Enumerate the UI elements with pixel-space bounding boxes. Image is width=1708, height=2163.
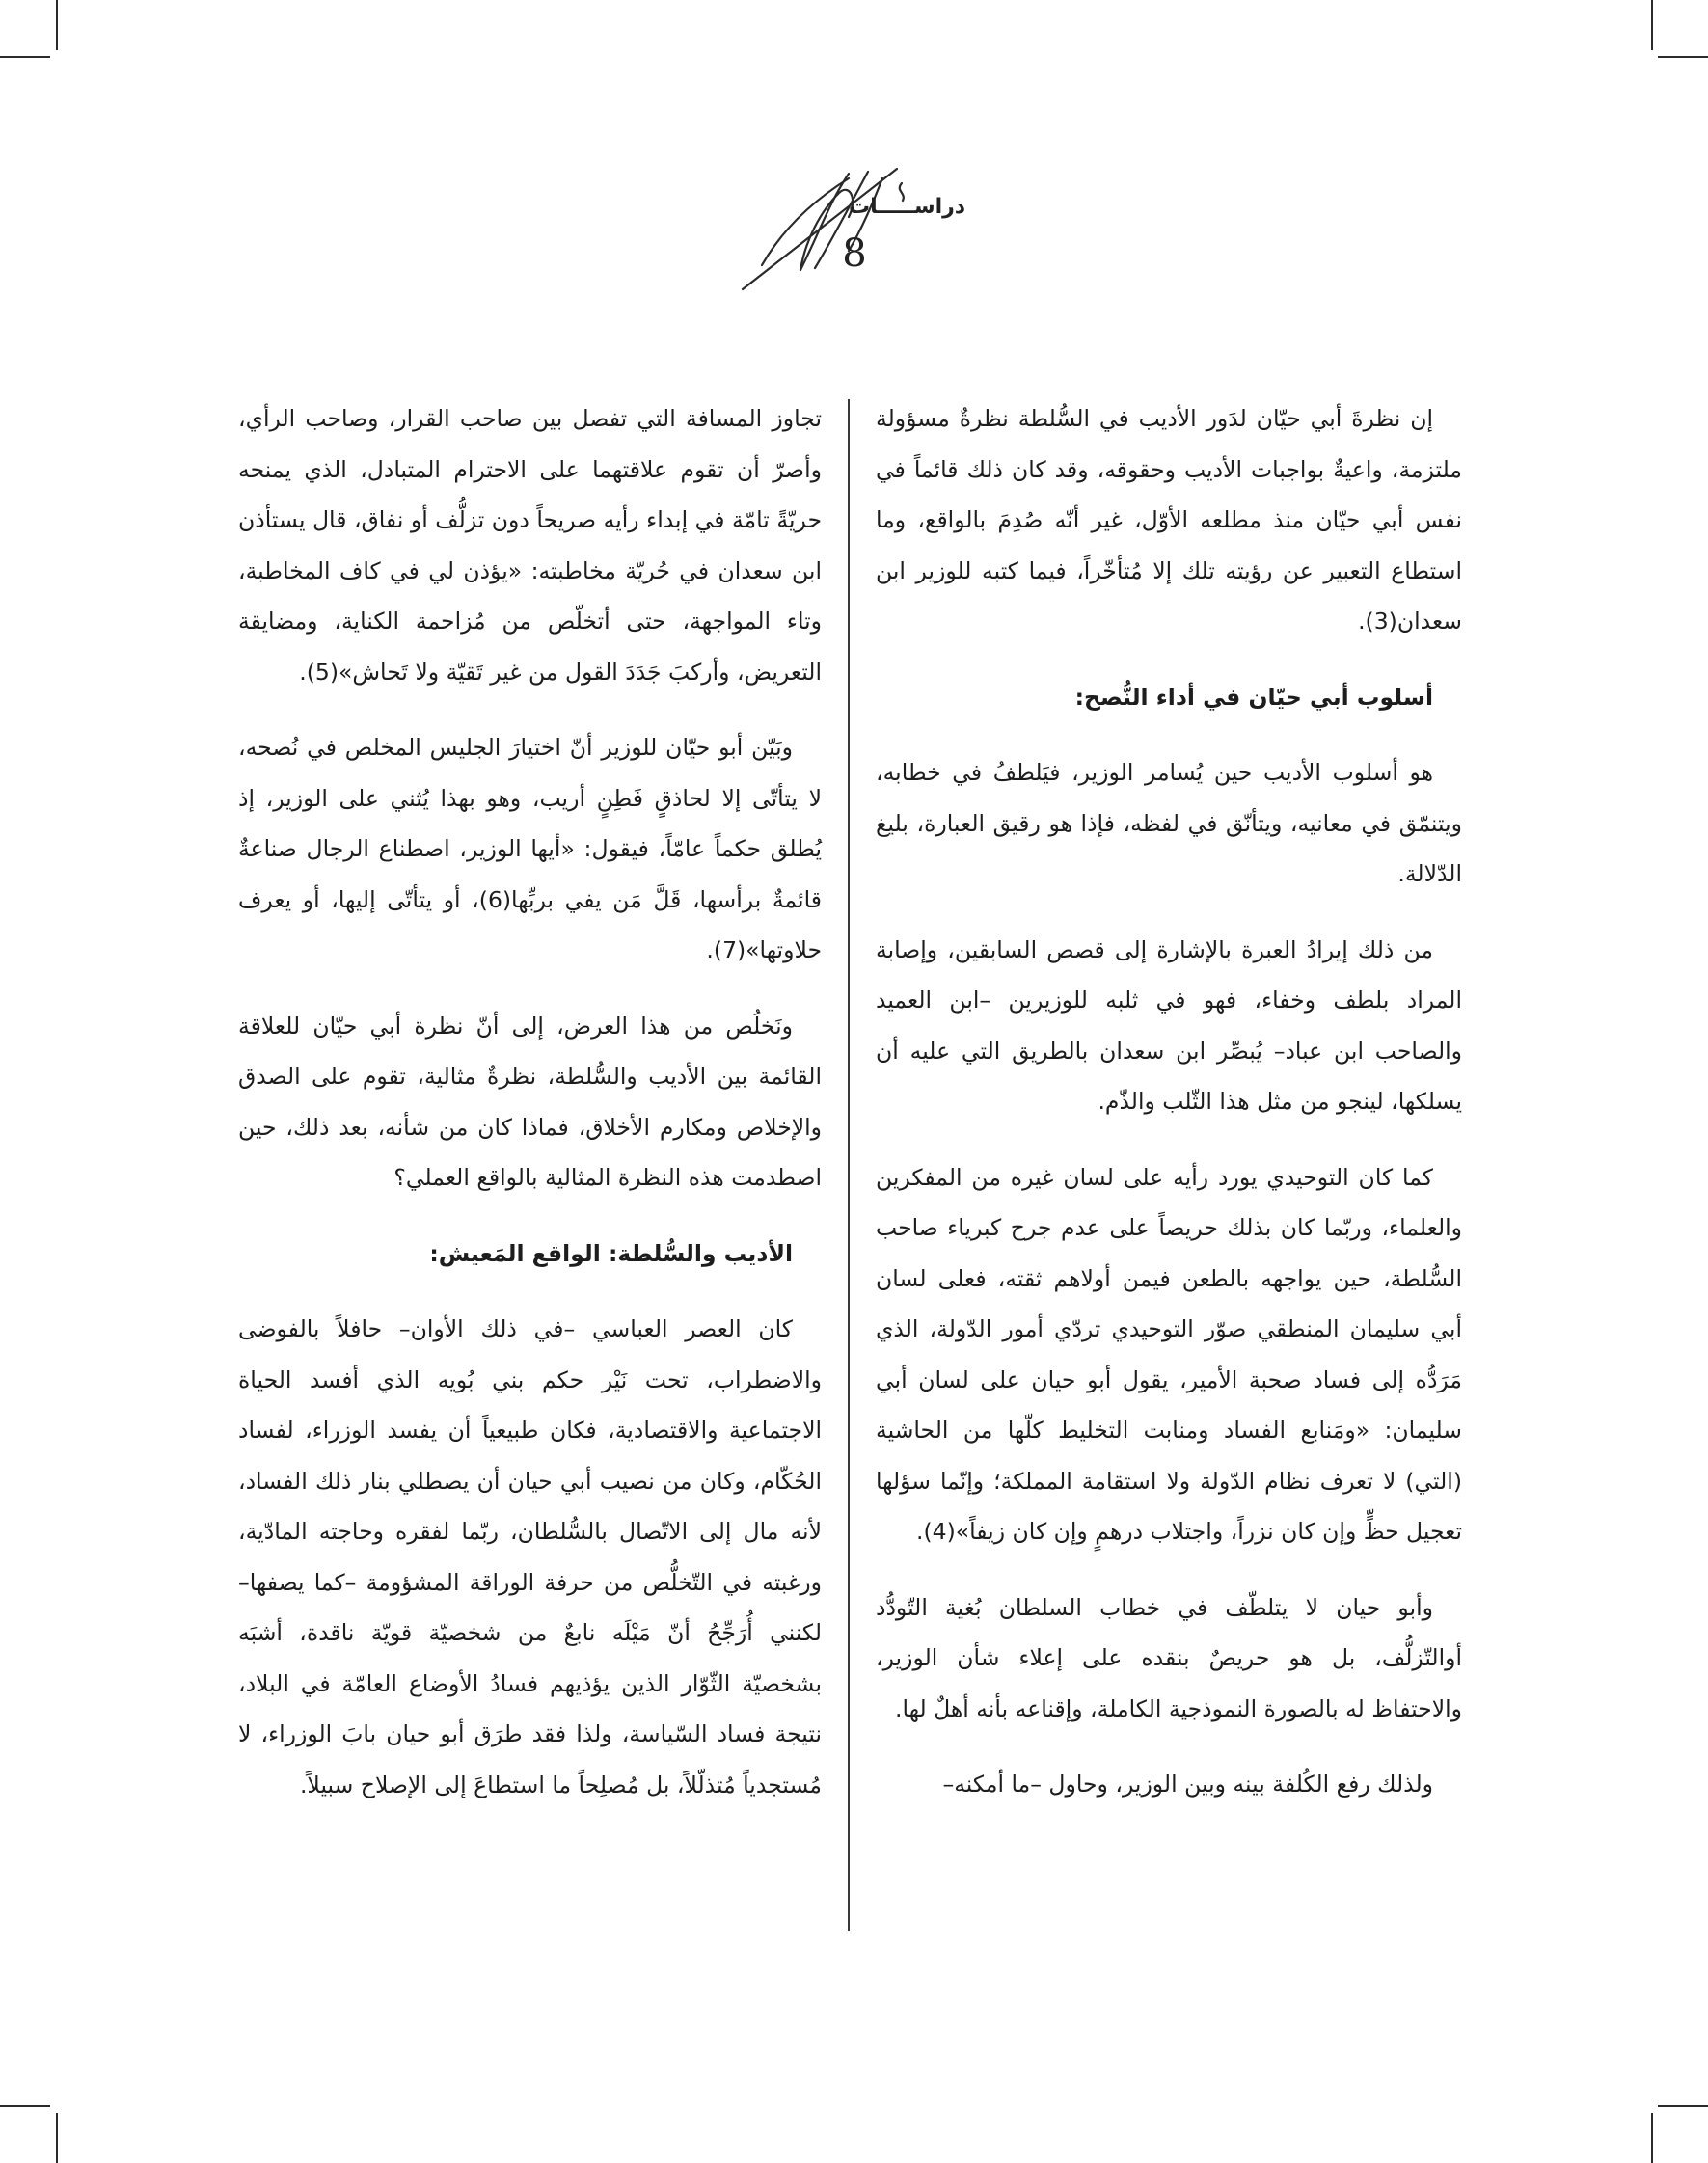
text-column-left — [238, 393, 822, 1835]
paragraph: وبَيّن أبو حيّان للوزير أنّ اختيارَ الجليس المخلص في نُصحه، لا يتأتّى إلا لحاذقٍ فَطِنٍ أريب، وهو بهذا يُثني على الوزير، إذ يُطلق حكماً عامّاً، فيقول: «أيها الوزير، اصطناع الرجال صناعةٌ قائمةٌ برأسها، قَلَّ مَن يفي بربِّها(6)، أو يتأتّى إليها، أو يعرف حلاوتها»(7). — [238, 734, 822, 963]
crop-mark-top-right — [1651, 0, 1653, 50]
crop-mark-top-left — [56, 0, 58, 50]
column-divider — [848, 399, 850, 1931]
paragraph: كما كان التوحيدي يورد رأيه على لسان غيره من المفكرين والعلماء، وربّما كان بذلك حريصاً على عدم جرح كبرياء صاحب السُّلطة، حين يواجهه بالطعن فيمن أولاهم ثقته، فعلى لسان أبي سليمان المنطقي صوّر التوحيدي تردّي أمور الدّولة، الذي مَرَدُّه إلى فساد صحبة الأمير، يقول أبو حيان على لسان أبي سليمان: «ومَنابع الفساد ومنابت التخليط كلّها من الحاشية (التي) لا تعرف نظام الدّولة ولا استقامة المملكة؛ وإنّما سؤلها تعجيل حظٍّ وإن كان نزراً، واجتلاب درهمٍ وإن كان زيفاً»(4). — [876, 1163, 1462, 1545]
paragraph: وأبو حيان لا يتلطّف في خطاب السلطان بُغية التّودُّد أوالتّزلُّف، بل هو حريصٌ بنقده على إعلاء شأن الوزير، والاحتفاظ له بالصورة النموذجية الكاملة، وإقناعه بأنه أهلٌ لها. — [876, 1593, 1462, 1722]
crop-mark-bottom-left — [56, 2113, 58, 2163]
text-column-right — [876, 393, 1462, 1835]
section-heading: أسلوب أبي حيّان في أداء النُّصح: — [1074, 683, 1433, 711]
paragraph: ولذلك رفع الكُلفة بينه وبين الوزير، وحاول –ما أمكنه– — [942, 1771, 1433, 1798]
section-heading: الأديب والسُّلطة: الواقع المَعيش: — [429, 1239, 793, 1267]
crop-mark-top-right-h — [1658, 56, 1708, 58]
page-header — [675, 145, 1022, 299]
crop-mark-top-left-h — [0, 56, 50, 58]
paragraph: تجاوز المسافة التي تفصل بين صاحب القرار، وصاحب الرأي، وأصرّ أن تقوم علاقتهما على الاحترام المتبادل، الذي يمنحه حريّةً تامّة في إبداء رأيه صريحاً دون تزلُّف أو نفاق، قال يستأذن ابن سعدان في حُريّة مخاطبته: «يؤذن لي في كاف المخاطبة، وتاء المواجهة، حتى أتخلّص من مُزاحمة الكناية، ومضايقة التعريض، وأركبَ جَدَدَ القول من غير تَقيّة ولا تَحاش»(5). — [238, 405, 822, 686]
crop-mark-bottom-right — [1651, 2113, 1653, 2163]
paragraph: كان العصر العباسي –في ذلك الأوان– حافلاً بالفوضى والاضطراب، تحت نَيْر حكم بني بُويه الذي أفسد الحياة الاجتماعية والاقتصادية، فكان طبيعياً أن يفسد الوزراء، لفساد الحُكّام، وكان من نصيب أبي حيان أن يصطلي بنار ذلك الفساد، لأنه مال إلى الاتّصال بالسُّلطان، ربّما لفقره وحاجته المادّية، ورغبته في التّخلُّص من حرفة الوراقة المشؤومة –كما يصفها– لكنني أُرَجِّحُ أنّ مَيْلَه نابعٌ من شخصيّة قويّة ناقدة، أشبَه بشخصيّة الثّوّار الذين يؤذيهم فسادُ الأوضاع العامّة في البلاد، نتيجة فساد السّياسة، ولذا فقد طرَق أبو حيان بابَ الوزراء، لا مُستجدياً مُتذلّلاً، بل مُصلِحاً ما استطاعَ إلى الإصلاح سبيلاً. — [238, 1315, 822, 1798]
paragraph: إن نظرةَ أبي حيّان لدَور الأديب في السُّلطة نظرةٌ مسؤولة ملتزمة، واعيةٌ بواجبات الأديب وحقوقه، وقد كان ذلك قائماً في نفس أبي حيّان منذ مطلعه الأوّل، غير أنّه صُدِمَ بالواقع، وما استطاع التعبير عن رؤيته تلك إلا مُتأخّراً، فيما كتبه للوزير ابن سعدان(3). — [876, 405, 1462, 635]
crop-mark-bottom-left-h — [0, 2105, 50, 2107]
paragraph: ونَخلُص من هذا العرض، إلى أنّ نظرة أبي حيّان للعلاقة القائمة بين الأديب والسُّلطة، نظرةٌ مثالية، تقوم على الصدق والإخلاص ومكارم الأخلاق، فماذا كان من شأنه، بعد ذلك، حين اصطدمت هذه النظرة المثالية بالواقع العملي؟ — [238, 1012, 822, 1191]
crop-mark-bottom-right-h — [1658, 2105, 1708, 2107]
section-label: دراســـــات — [849, 195, 966, 219]
paragraph: من ذلك إيرادُ العبرة بالإشارة إلى قصص السابقين، وإصابة المراد بلطف وخفاء، فهو في ثلبه للوزيرين –ابن العميد والصاحب ابن عباد– يُبصِّر ابن سعدان بالطريق التي عليه أن يسلكها، لينجو من مثل هذا الثّلب والذّم. — [876, 935, 1462, 1115]
paragraph: هو أسلوب الأديب حين يُسامر الوزير، فيَلطفُ في خطابه، ويتنمّق في معانيه، ويتأنّق في لفظه، فإذا هو رقيق العبارة، بليغ الدّلالة. — [876, 759, 1462, 887]
journal-logo-icon — [704, 145, 926, 299]
page-number: 8 — [842, 231, 867, 276]
